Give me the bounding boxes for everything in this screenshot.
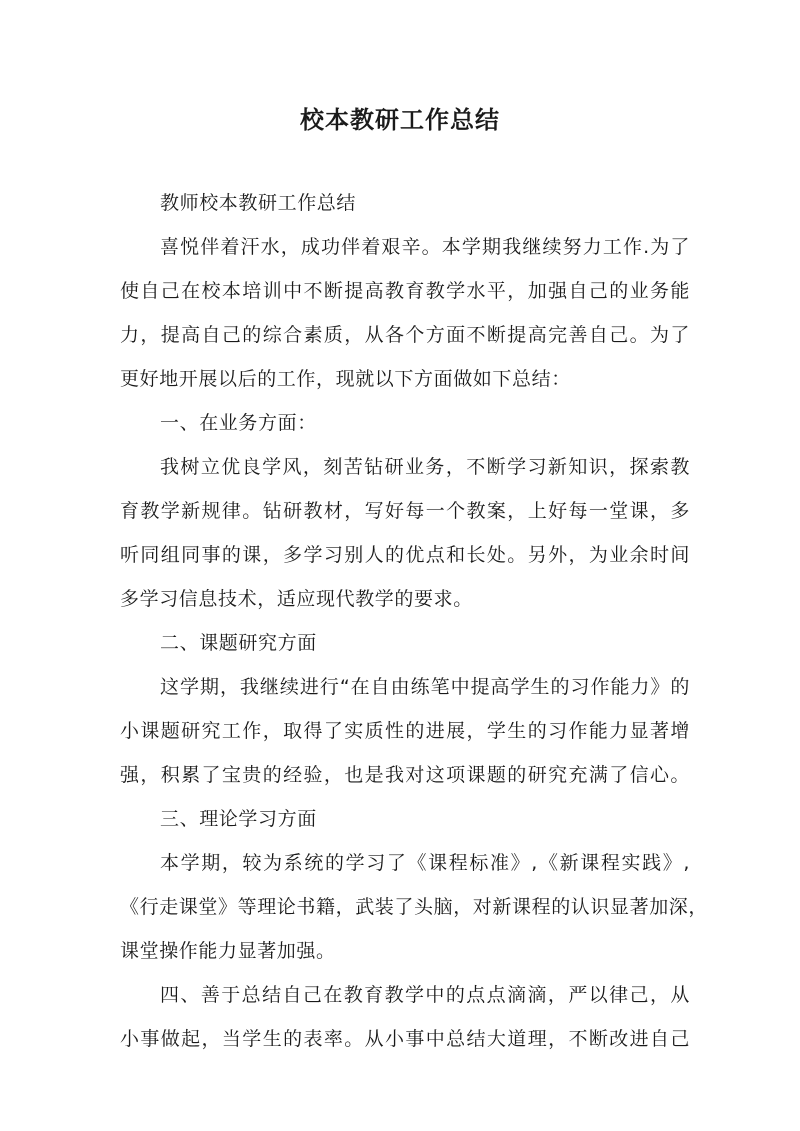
paragraph-line: 小课题研究工作，取得了实质性的进展，学生的习作能力显著增	[120, 720, 690, 742]
document-title: 校本教研工作总结	[300, 106, 500, 134]
paragraph-line: 喜悦伴着汗水，成功伴着艰辛。本学期我继续努力工作.为了	[160, 236, 690, 258]
paragraph-line: 《行走课堂》等理论书籍，武装了头脑，对新课程的认识显著加深，	[120, 896, 709, 918]
paragraph-line: 育教学新规律。钻研教材，写好每一个教案，上好每一堂课，多	[120, 500, 690, 522]
paragraph-line: 多学习信息技术，适应现代教学的要求。	[120, 588, 473, 610]
section-heading: 一、在业务方面：	[160, 412, 317, 434]
paragraph-line: 使自己在校本培训中不断提高教育教学水平，加强自己的业务能	[120, 280, 690, 302]
paragraph-line: 这学期，我继续进行“在自由练笔中提高学生的习作能力》的	[160, 676, 690, 698]
paragraph-line: 课堂操作能力显著加强。	[120, 940, 336, 962]
paragraph-line: 更好地开展以后的工作，现就以下方面做如下总结：	[120, 368, 571, 390]
paragraph-line: 强，积累了宝贵的经验，也是我对这项课题的研究充满了信心。	[120, 764, 690, 786]
paragraph-line: 小事做起，当学生的表率。从小事中总结大道理，不断改进自己	[120, 1028, 690, 1050]
paragraph-line: 我树立优良学风，刻苦钻研业务，不断学习新知识，探索教	[160, 456, 690, 478]
paragraph-line: 本学期，较为系统的学习了《课程标准》,《新课程实践》,	[160, 852, 690, 874]
section-heading: 四、善于总结自己在教育教学中的点点滴滴，严以律己，从	[160, 984, 690, 1006]
paragraph-line: 听同组同事的课，多学习别人的优点和长处。另外，为业余时间	[120, 544, 690, 566]
section-heading: 三、理论学习方面	[160, 808, 317, 830]
paragraph-line: 教师校本教研工作总结	[160, 192, 357, 214]
section-heading: 二、课题研究方面	[160, 632, 317, 654]
paragraph-line: 力，提高自己的综合素质，从各个方面不断提高完善自己。为了	[120, 324, 690, 346]
